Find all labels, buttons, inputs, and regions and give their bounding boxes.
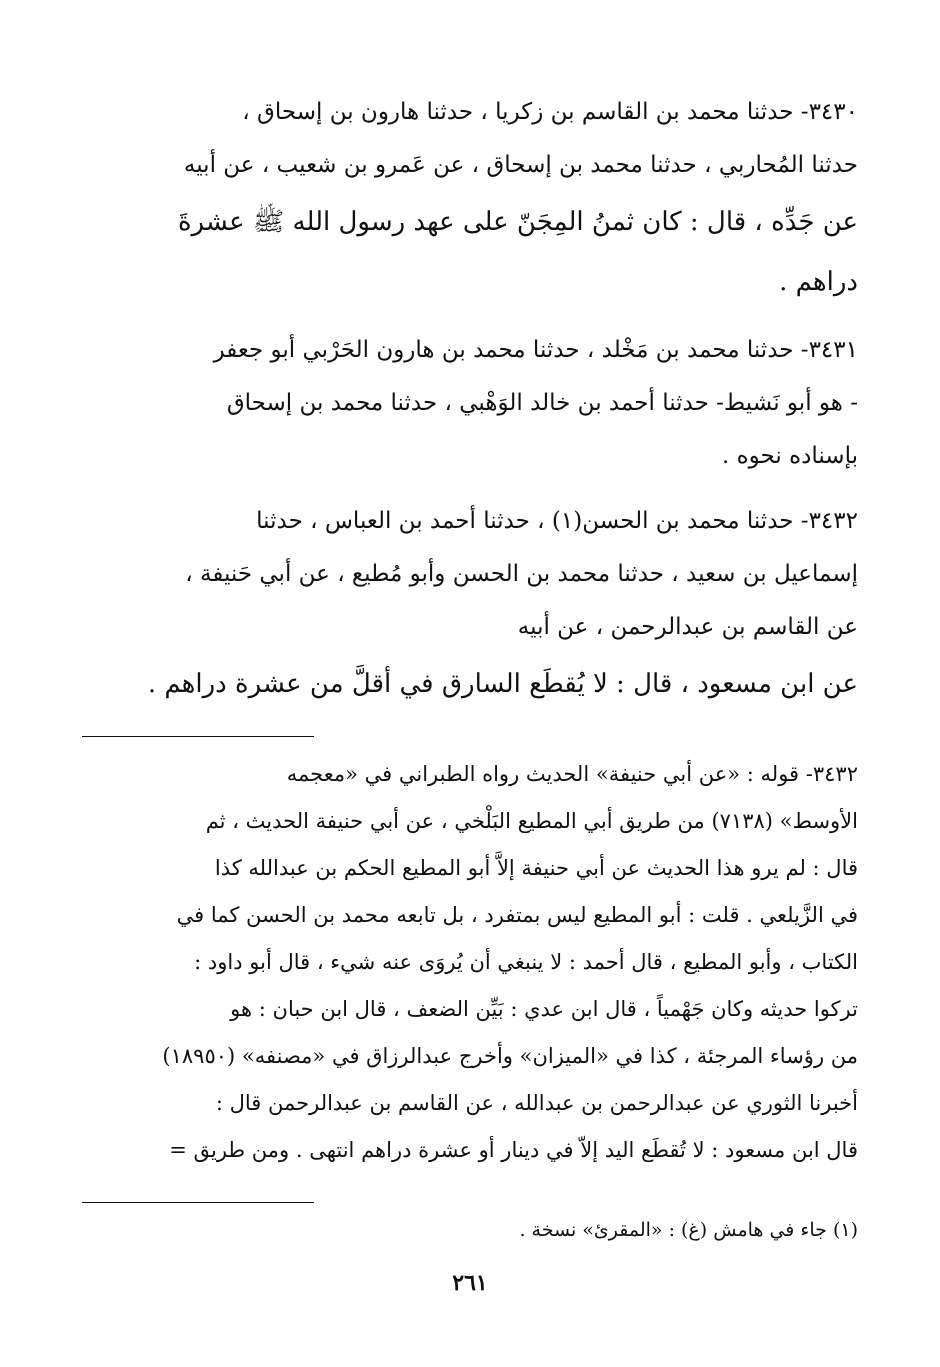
hadith-3430-line-2: حدثنا المُحاربي ، حدثنا محمد بن إسحاق ، عن عَمرو بن شعيب ، عن أبيه	[183, 152, 858, 178]
hadith-3432-line-3: عن القاسم بن عبدالرحمن ، عن أبيه	[517, 614, 858, 640]
hadith-3431-line-2: - هو أبو نَشيط- حدثنا أحمد بن خالد الوَهْبي ، حدثنا محمد بن إسحاق	[226, 390, 858, 416]
hadith-3431	[82, 324, 858, 483]
hadith-3430	[82, 86, 858, 312]
hadith-3430-line-4: دراهم .	[779, 267, 858, 297]
main-text	[82, 86, 858, 714]
hadith-3432-line-4: عن ابن مسعود ، قال : لا يُقطَع السارق في أقلَّ من عشرة دراهم .	[147, 669, 858, 699]
hadith-3430-line-1: ٣٤٣٠- حدثنا محمد بن القاسم بن زكريا ، حدثنا هارون بن إسحاق ،	[242, 99, 858, 125]
hadith-3432-line-1: ٣٤٣٢- حدثنا محمد بن الحسن(١) ، حدثنا أحمد بن العباس ، حدثنا	[256, 508, 858, 534]
footnote-divider	[82, 1202, 314, 1203]
note-line-1: ٣٤٣٢- قوله : «عن أبي حنيفة» الحديث رواه الطبراني في «معجمه	[286, 762, 858, 786]
page-number: ٢٦١	[452, 1270, 488, 1296]
notes-divider	[82, 736, 314, 737]
note-line-7: من رؤساء المرجئة ، كذا في «الميزان» وأخرج عبدالرزاق في «مصنفه» (١٨٩٥٠)	[162, 1044, 858, 1068]
commentary-notes	[82, 751, 858, 1174]
note-line-3: قال : لم يرو هذا الحديث عن أبي حنيفة إلاَّ أبو المطيع الحكم بن عبدالله كذا	[214, 856, 858, 880]
footnote-line-1: (١) جاء في هامش (غ) : «المقرئ» نسخة .	[519, 1219, 858, 1241]
note-line-8: أخبرنا الثوري عن عبدالرحمن بن عبدالله ، عن القاسم بن عبدالرحمن قال :	[215, 1091, 858, 1115]
note-line-9: قال ابن مسعود : لا تُقطَع اليد إلاّ في دينار أو عشرة دراهم انتهى . ومن طريق =	[169, 1138, 858, 1162]
note-line-5: الكتاب ، وأبو المطيع ، قال أحمد : لا ينبغي أن يُروَى عنه شيء ، قال أبو داود :	[194, 950, 858, 974]
hadith-3431-line-1: ٣٤٣١- حدثنا محمد بن مَخْلد ، حدثنا محمد بن هارون الحَرْبي أبو جعفر	[213, 337, 858, 363]
hadith-3432	[82, 495, 858, 714]
note-line-4: في الزَّيلعي . قلت : أبو المطيع ليس بمتفرد ، بل تابعه محمد بن الحسن كما في	[176, 903, 858, 927]
hadith-3431-line-3: بإسناده نحوه .	[721, 443, 858, 469]
hadith-3432-line-2: إسماعيل بن سعيد ، حدثنا محمد بن الحسن وأبو مُطيع ، عن أبي حَنيفة ،	[185, 561, 858, 587]
footnote	[82, 1215, 858, 1245]
note-line-2: الأوسط» (٧١٣٨) من طريق أبي المطيع البَلْخي ، عن أبي حنيفة الحديث ، ثم	[205, 809, 858, 833]
hadith-3430-line-3: عن جَدِّه ، قال : كان ثمنُ المِجَنّ على عهد رسول الله ﷺ عشرةَ	[177, 207, 858, 237]
note-line-6: تركوا حديثه وكان جَهْمياً ، قال ابن عدي : بَيِّن الضعف ، قال ابن حبان : هو	[230, 997, 858, 1021]
